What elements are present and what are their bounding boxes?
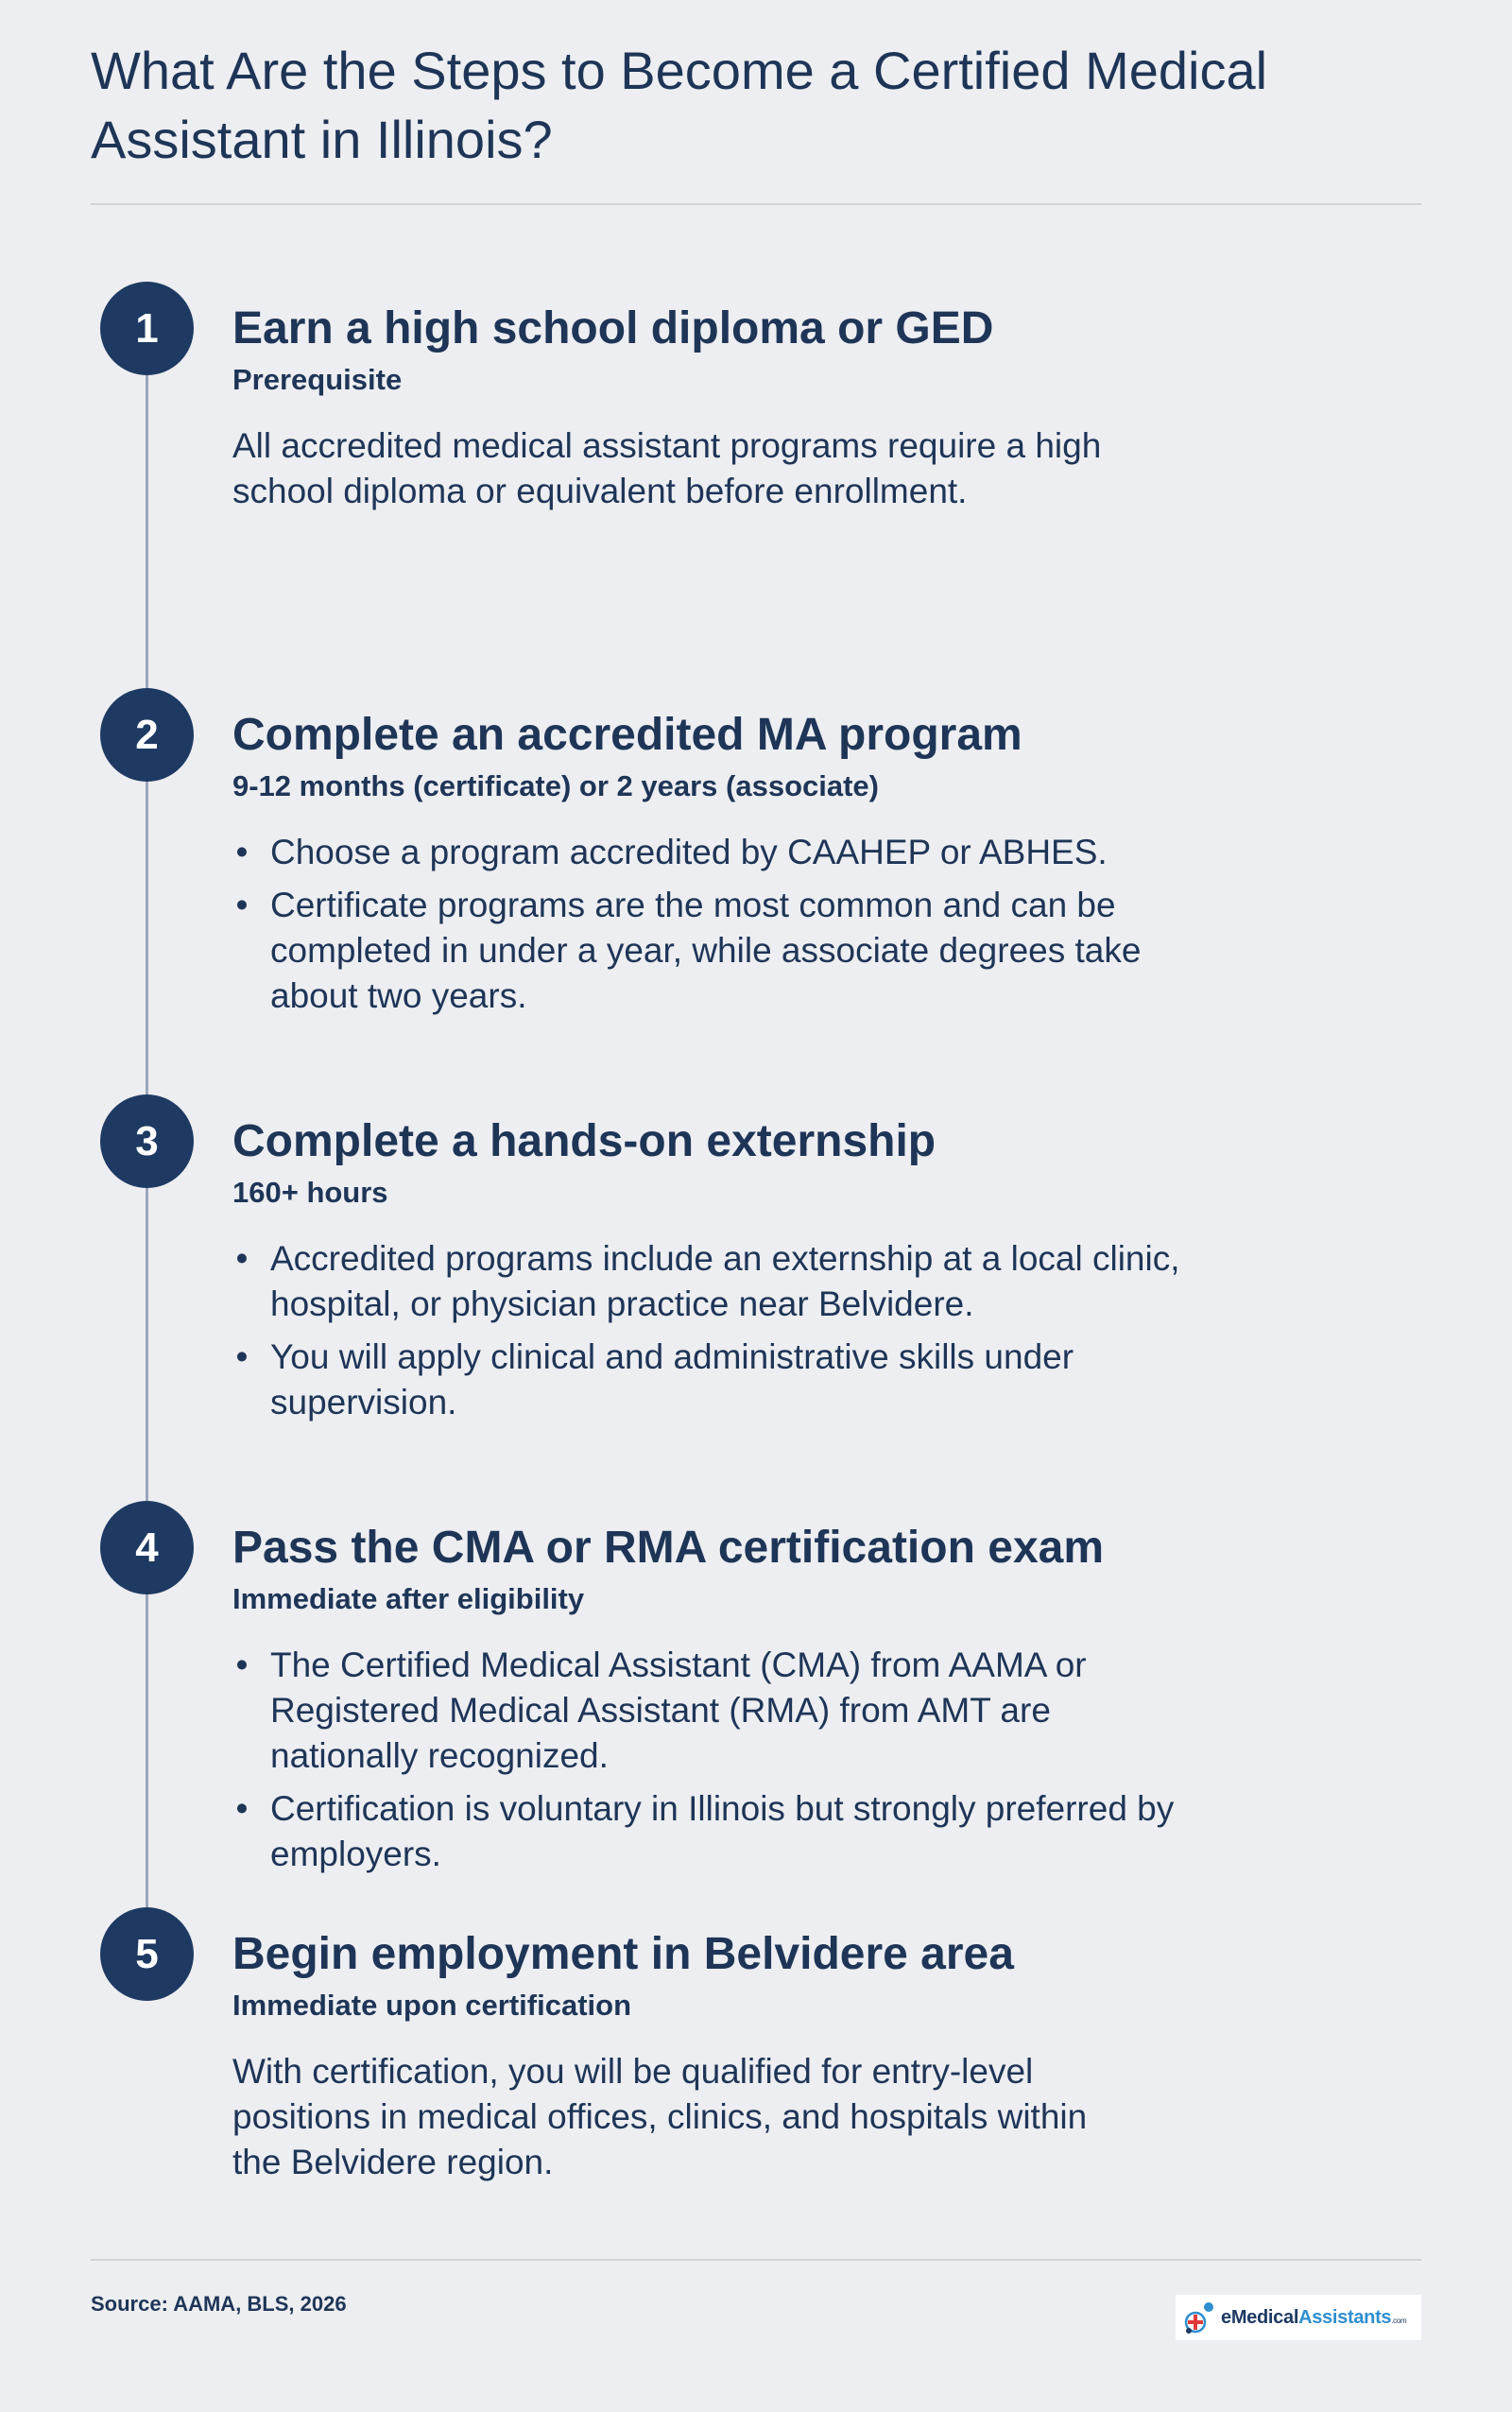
bullet-text: Certification is voluntary in Illinois but strongly preferred by employers. <box>270 1789 1175 1873</box>
step-bullet-list <box>232 830 1196 1026</box>
bullet-icon: • <box>235 1337 249 1376</box>
logo-brand-prefix: eMedical <box>1221 2306 1299 2328</box>
page-title: What Are the Steps to Become a Certified Medical Assistant in Illinois? <box>91 41 1268 169</box>
logo-brand-main: Assistants <box>1298 2306 1392 2328</box>
bullet-icon: • <box>235 886 249 924</box>
step-number-badge: 2 <box>100 688 194 782</box>
list-item <box>232 1643 1196 1779</box>
logo-brand-tld: .com <box>1391 2316 1407 2325</box>
bullet-icon: • <box>235 1239 249 1278</box>
step-description: With certification, you will be qualified for entry-level positions in medical offices, clinics, and hospitals within the Belvidere region. <box>232 2052 1088 2181</box>
logo-wordmark <box>1221 2307 1406 2329</box>
step-title: Complete a hands-on externship <box>232 1116 936 1166</box>
footer-divider <box>91 2259 1421 2261</box>
bullet-icon: • <box>235 833 249 871</box>
step-title: Complete an accredited MA program <box>232 710 1022 760</box>
bullet-text: Accredited programs include an externship at a local clinic, hospital, or physician practice near Belvidere. <box>270 1239 1180 1323</box>
step-subtitle: Prerequisite <box>232 363 403 396</box>
bullet-text: You will apply clinical and administrative skills under supervision. <box>270 1337 1074 1421</box>
step-title: Pass the CMA or RMA certification exam <box>232 1523 1105 1573</box>
header-divider <box>91 203 1421 205</box>
step-number-badge: 5 <box>100 1907 194 2001</box>
list-item <box>232 883 1196 1019</box>
list-item <box>232 1236 1196 1327</box>
step-number-badge: 4 <box>100 1501 194 1594</box>
bullet-icon: • <box>235 1789 249 1828</box>
step-number-badge: 1 <box>100 282 194 375</box>
step-title: Earn a high school diploma or GED <box>232 303 994 353</box>
step-subtitle: Immediate after eligibility <box>232 1582 585 1615</box>
step-description: All accredited medical assistant programs require a high school diploma or equivalent before enrollment. <box>232 426 1102 510</box>
source-note: Source: AAMA, BLS, 2026 <box>91 2292 347 2316</box>
step-bullet-list <box>232 1643 1196 1885</box>
list-item <box>232 1786 1196 1877</box>
step-title: Begin employment in Belvidere area <box>232 1929 1014 1979</box>
list-item <box>232 1335 1196 1425</box>
bullet-text: Certificate programs are the most common and can be completed in under a year, while associate degrees take about two years. <box>270 886 1142 1015</box>
bullet-text: The Certified Medical Assistant (CMA) from AAMA or Registered Medical Assistant (RMA) from AMT are nationally recognized. <box>270 1645 1087 1775</box>
step-subtitle: 160+ hours <box>232 1176 388 1209</box>
bullet-text: Choose a program accredited by CAAHEP or ABHES. <box>270 833 1108 871</box>
step-subtitle: 9-12 months (certificate) or 2 years (associate) <box>232 769 879 802</box>
step-subtitle: Immediate upon certification <box>232 1989 632 2022</box>
list-item <box>232 830 1196 875</box>
step-number-badge: 3 <box>100 1094 194 1188</box>
bullet-icon: • <box>235 1645 249 1684</box>
medical-cross-logo-icon <box>1181 2299 1219 2336</box>
brand-logo <box>1176 2295 1421 2340</box>
step-bullet-list <box>232 1236 1196 1433</box>
